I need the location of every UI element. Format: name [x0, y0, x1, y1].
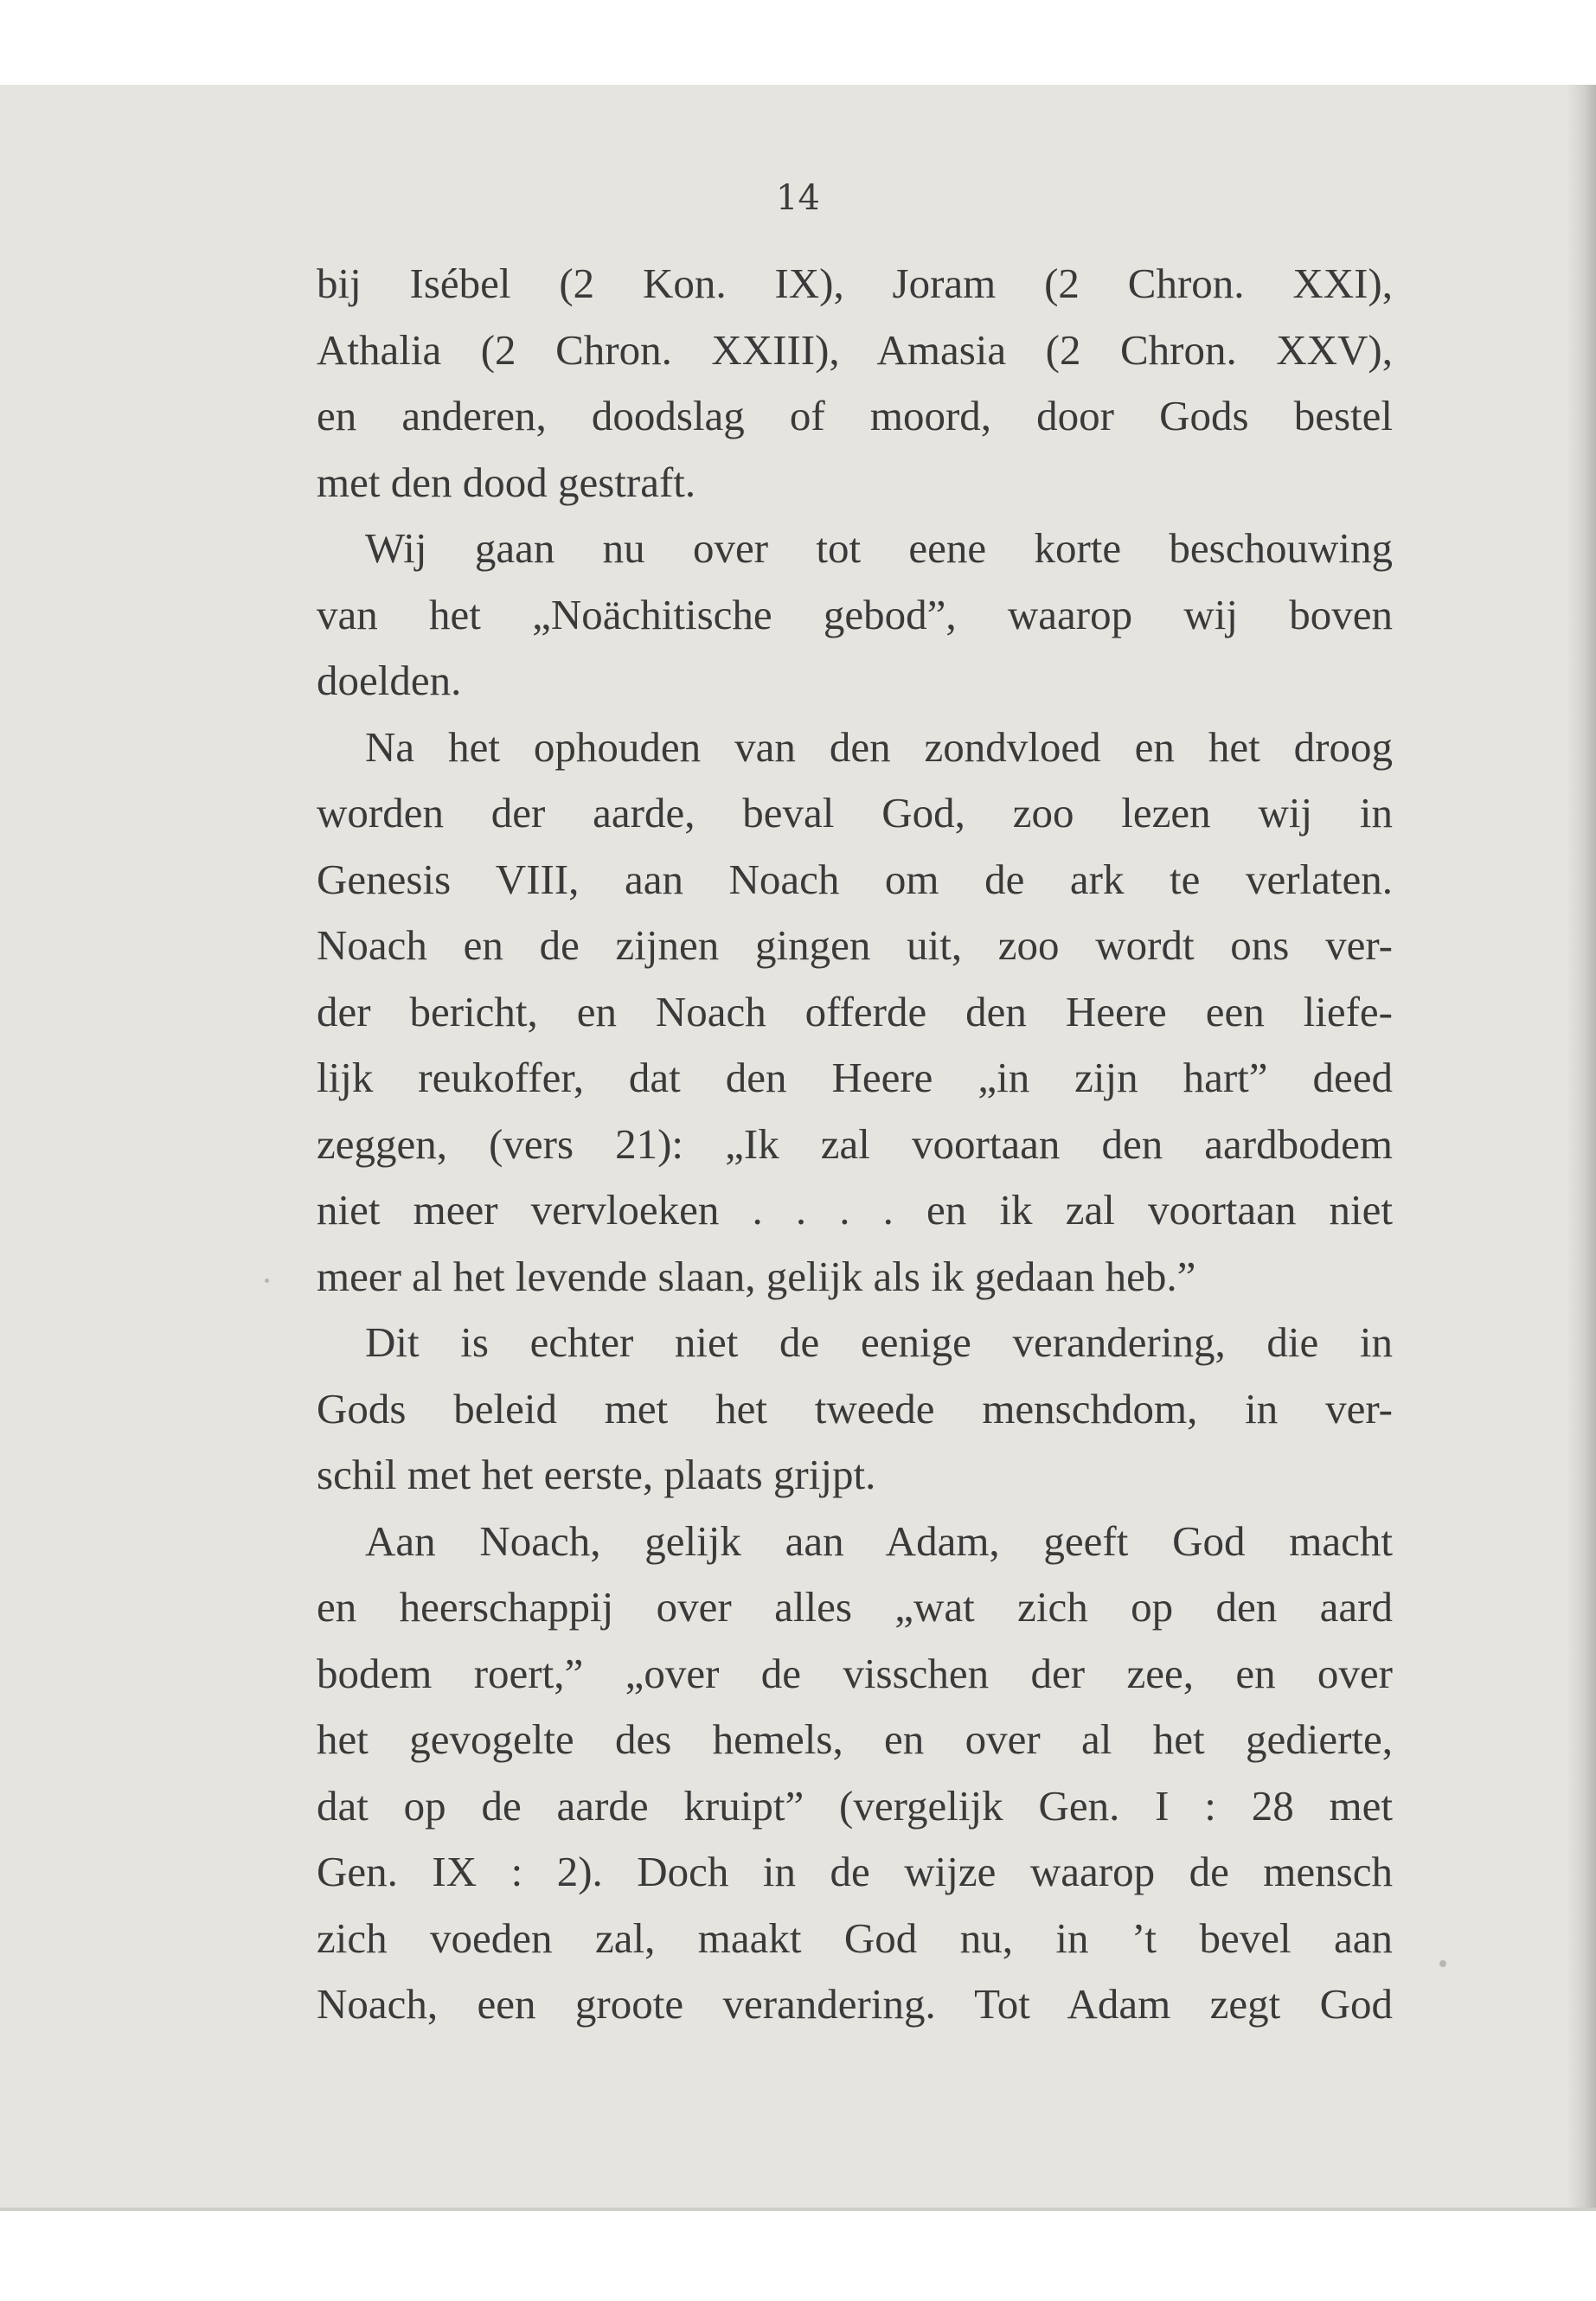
text-line: meer al het levende slaan, gelijk als ik gedaan heb.”	[317, 1252, 1196, 1300]
paper-speck	[1439, 1960, 1446, 1967]
text-line: en heerschappij over alles „wat zich op den aard	[317, 1583, 1393, 1631]
page-number: 14	[776, 178, 820, 218]
text-line: Genesis VIII, aan Noach om de ark te verlaten.	[317, 855, 1393, 903]
text-line: bij Isébel (2 Kon. IX), Joram (2 Chron. XXI),	[317, 260, 1393, 307]
text-line: Athalia (2 Chron. XXIII), Amasia (2 Chron. XXV),	[317, 325, 1393, 374]
text-line: doelden.	[317, 657, 462, 704]
text-line: Noach, een groote verandering. Tot Adam zegt God	[317, 1980, 1393, 2028]
text-line: dat op de aarde kruipt” (vergelijk Gen. I : 28 met	[317, 1781, 1393, 1830]
text-line: Gen. IX : 2). Doch in de wijze waarop de mensch	[317, 1848, 1393, 1895]
text-line: het gevogelte des hemels, en over al het gedierte,	[317, 1715, 1393, 1763]
text-line: worden der aarde, beval God, zoo lezen wij in	[317, 789, 1393, 836]
text-line: van het „Noächitische gebod”, waarop wij boven	[317, 590, 1393, 638]
paper-speck	[265, 1279, 269, 1283]
page-bottom-edge	[0, 2208, 1596, 2211]
text-line: bodem roert,” „over de visschen der zee, en over	[317, 1649, 1393, 1697]
body-text	[317, 251, 1393, 2038]
text-line: zich voeden zal, maakt God nu, in ’t bevel aan	[317, 1913, 1393, 1962]
scanned-page	[0, 85, 1596, 2211]
text-line: der bericht, en Noach offerde den Heere een liefe-	[317, 987, 1393, 1035]
text-line: Dit is echter niet de eenige verandering, die in	[365, 1318, 1393, 1366]
text-line: Noach en de zijnen gingen uit, zoo wordt ons ver-	[317, 921, 1393, 969]
text-line: niet meer vervloeken . . . . en ik zal voortaan niet	[317, 1186, 1393, 1234]
text-line: met den dood gestraft.	[317, 458, 696, 506]
text-line: Wij gaan nu over tot eene korte beschouwing	[365, 524, 1393, 572]
text-line: schil met het eerste, plaats grijpt.	[317, 1451, 876, 1498]
text-line: Gods beleid met het tweede menschdom, in ver-	[317, 1384, 1393, 1433]
text-line: lijk reukoffer, dat den Heere „in zijn hart” deed	[317, 1054, 1393, 1101]
text-line: Na het ophouden van den zondvloed en het droog	[365, 722, 1393, 771]
page-edge-shadow	[1567, 85, 1596, 2211]
text-line: Aan Noach, gelijk aan Adam, geeft God macht	[365, 1516, 1393, 1565]
text-line: zeggen, (vers 21): „Ik zal voortaan den aardbodem	[317, 1119, 1393, 1168]
text-line: en anderen, doodslag of moord, door Gods bestel	[317, 392, 1393, 439]
